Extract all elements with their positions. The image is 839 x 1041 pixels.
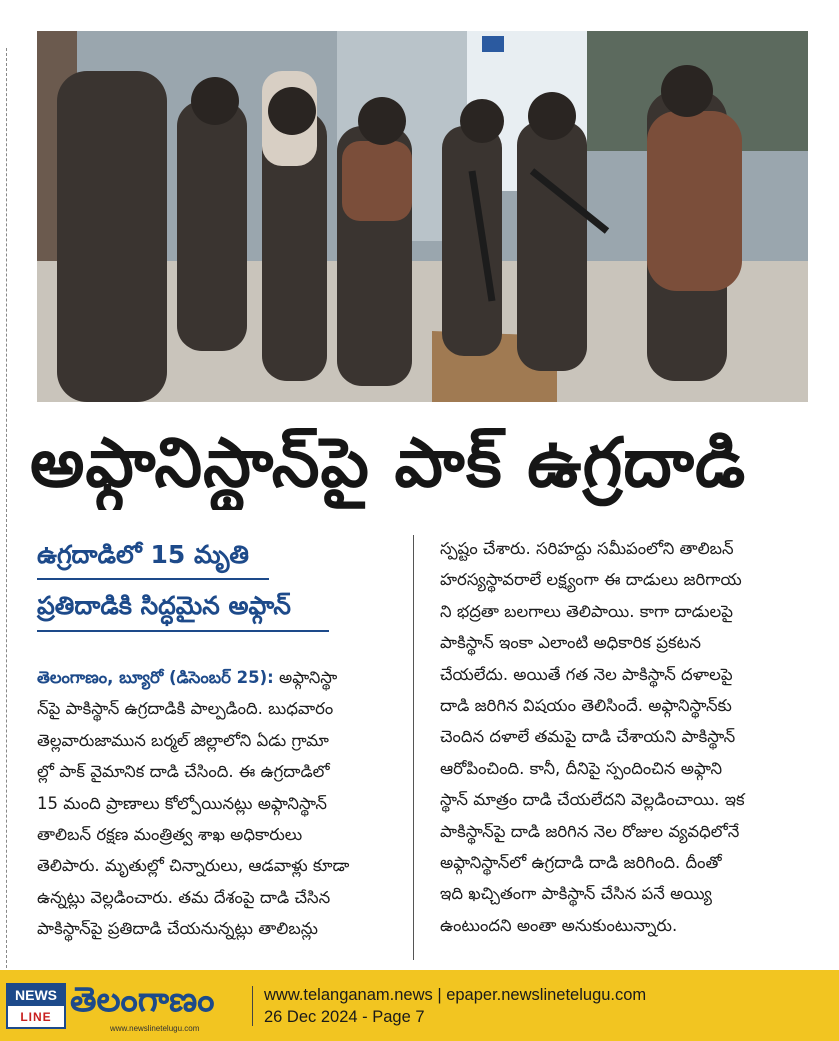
article-line: స్పష్టం చేశారు. సరిహద్దు సమీపంలోని తాలిబన్ xyxy=(440,539,734,558)
article-text: అఫ్గానిస్థా xyxy=(273,668,338,687)
dateline: తెలంగాణం, బ్యూరో (డిసెంబర్ 25): xyxy=(37,668,274,687)
article-line: పాకిస్థాన్‌పై దాడి జరిగిన నెల రోజుల వ్యవధిలోనే xyxy=(440,821,740,841)
article-line: తెల్లవారుజామున బర్మల్ జిల్లాలోని ఏడు గ్రామా xyxy=(37,730,329,750)
logo-news-text: NEWS xyxy=(8,985,64,1006)
footer-sites: www.telanganam.news | epaper.newslinetelugu.com xyxy=(264,986,647,1004)
article-line: చేయలేదు. అయితే గత నెల పాకిస్థాన్ దళాలపై xyxy=(440,664,733,684)
footer-separator xyxy=(252,986,253,1026)
article-left-column xyxy=(37,662,403,945)
subheading-underline-1 xyxy=(37,578,269,580)
article-line: అఫ్గానిస్థాన్‌లో ఉగ్రదాడి దాడి జరిగింది. దీంతో xyxy=(440,852,722,872)
article-line: స్థాన్ మాత్రం దాడి చేయలేదని వెల్లడించాయి. ఇక xyxy=(440,790,745,810)
logo-line-text: LINE xyxy=(20,1010,52,1024)
article-line: దాడి జరిగిన విషయం తెలిసిందే. అఫ్గానిస్థాన్‌కు xyxy=(440,695,732,715)
article-line: తాలిబన్ రక్షణ మంత్రిత్వ శాఖ అధికారులు xyxy=(37,824,303,844)
article-line: హరస్యస్థావరాలే లక్ష్యంగా ఈ దాడులు జరిగాయ xyxy=(440,570,742,590)
margin-rule xyxy=(6,48,7,968)
telanganam-logo: తెలంగాణం xyxy=(70,980,215,1020)
news-photo xyxy=(37,31,808,402)
newsline-logo xyxy=(6,983,66,1029)
article-line: చెందిన దళాలే తమపై దాడి చేశాయని పాకిస్థాన్ xyxy=(440,727,736,747)
article-line: పాకిస్థాన్‌పై ప్రతిదాడి చేయనున్నట్లు తాలిబన్లు xyxy=(37,919,318,939)
article-line: ని భద్రతా బలగాలు తెలిపాయి. కాగా దాడులపై xyxy=(440,601,733,621)
subheading-2: ప్రతిదాడికి సిద్ధమైన అఫ్గాన్ xyxy=(37,591,291,620)
column-divider xyxy=(413,535,414,960)
article-line: ఇది ఖచ్చితంగా పాకిస్థాన్ చేసిన పనే అయ్యి xyxy=(440,884,712,904)
logo-website: www.newslinetelugu.com xyxy=(110,1024,200,1033)
article-right-column xyxy=(440,533,810,941)
article-line: ఆరోపించింది. కానీ, దీనిపై స్పందించిన అఫ్గాని xyxy=(440,758,723,778)
article-line: తెలిపారు. మృతుల్లో చిన్నారులు, ఆడవాళ్లు కూడా xyxy=(37,856,350,876)
footer-edition: 26 Dec 2024 - Page 7 xyxy=(264,1008,425,1026)
article-line xyxy=(37,662,403,693)
article-line: పాకిస్థాన్ ఇంకా ఎలాంటి అధికారిక ప్రకటన xyxy=(440,633,701,653)
headline: అఫ్గానిస్థాన్‌పై పాక్ ఉగ్రదాడి xyxy=(30,424,747,503)
article-line: ఉన్నట్లు వెల్లడించారు. తమ దేశంపై దాడి చేసిన xyxy=(37,887,331,907)
article-line: న్‌పై పాకిస్థాన్ ఉగ్రదాడికి పాల్పడింది. బుధవారం xyxy=(37,699,334,719)
subheading-1: ఉగ్రదాడిలో 15 మృతి xyxy=(37,540,249,569)
article-line: ఉంటుందని అంతా అనుకుంటున్నారు. xyxy=(440,915,678,935)
footer-bar xyxy=(0,970,839,1041)
article-line: ల్లో పాక్ వైమానిక దాడి చేసింది. ఈ ఉగ్రదాడిలో xyxy=(37,762,330,782)
article-line: 15 మంది ప్రాణాలు కోల్పోయినట్లు అఫ్గానిస్థాన్ xyxy=(37,793,328,813)
subheading-underline-2 xyxy=(37,630,329,632)
